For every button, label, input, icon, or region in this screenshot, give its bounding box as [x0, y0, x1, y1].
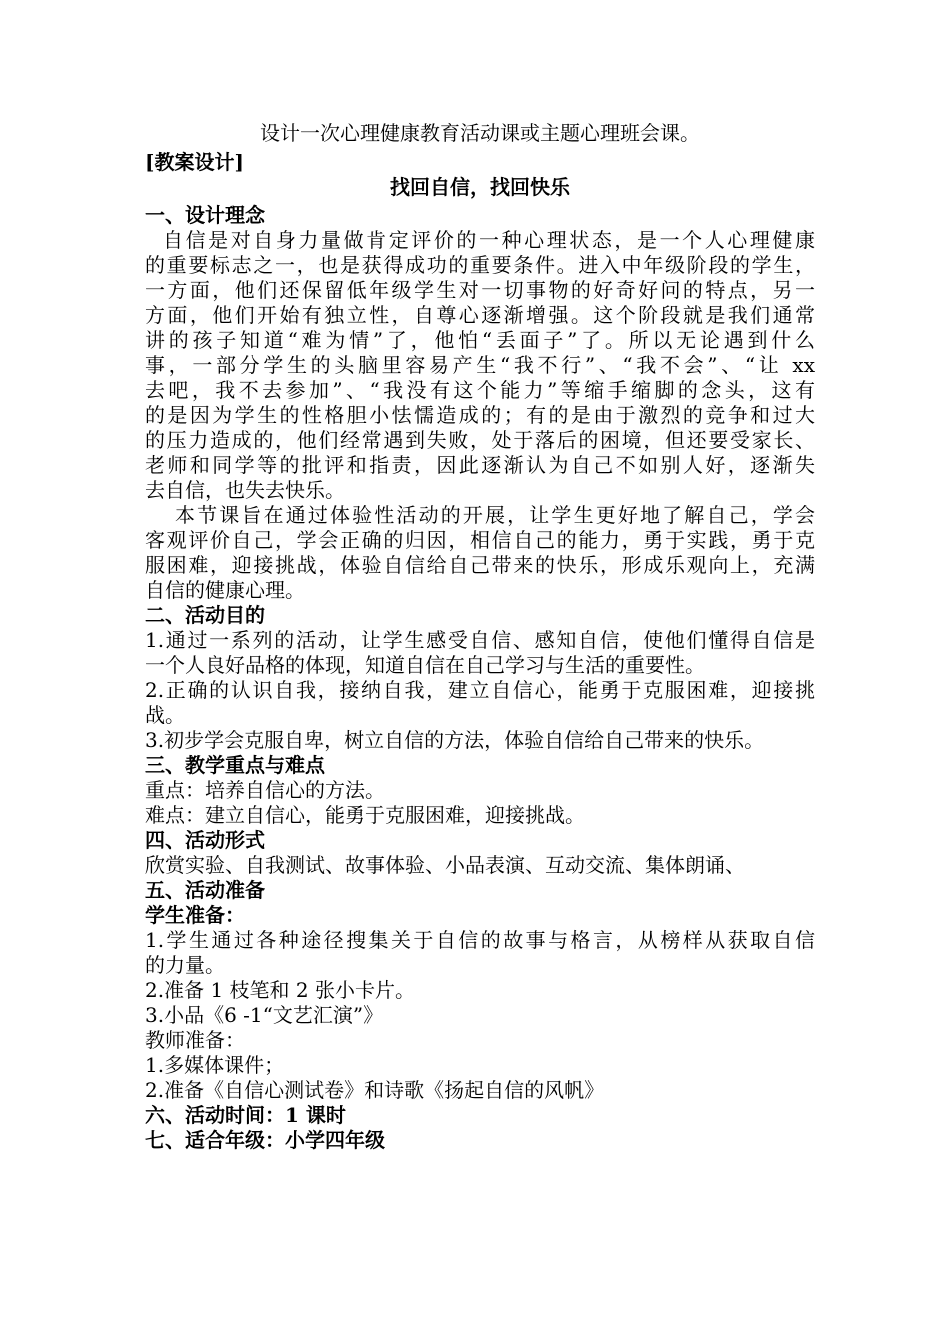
paragraph-line: 的重要标志之一，也是获得成功的重要条件。进入中年级阶段的学生， [145, 253, 815, 277]
teacher-preparation-line: 1.多媒体课件； [145, 1053, 285, 1077]
lesson-title: 找回自信，找回快乐 [390, 175, 570, 199]
paragraph-line: 讲的孩子知道“难为情”了，他怕“丢面子”了。所以无论遇到什么 [145, 328, 815, 352]
paragraph-line: 去自信，也失去快乐。 [145, 478, 345, 502]
heading-activity-time: 六、活动时间：1 课时 [145, 1103, 346, 1127]
heading-design-concept: 一、设计理念 [145, 203, 265, 227]
intro-line: 设计一次心理健康教育活动课或主题心理班会课。 [260, 121, 700, 145]
section-label: [教案设计] [145, 150, 244, 174]
paragraph-line: 自信的健康心理。 [145, 578, 305, 602]
goal-line: 3.初步学会克服自卑，树立自信的方法，体验自信给自己带来的快乐。 [145, 728, 765, 752]
goal-line: 2.正确的认识自我，接纳自我，建立自信心，能勇于克服困难，迎接挑 [145, 678, 815, 702]
paragraph-line: 去吧，我不去参加”、“我没有这个能力”等缩手缩脚的念头，这有 [145, 378, 815, 402]
paragraph-line: 事，一部分学生的头脑里容易产生“我不行”、“我不会”、“让 xx [145, 353, 815, 377]
heading-activity-forms: 四、活动形式 [145, 828, 265, 852]
difficulty-line: 难点：建立自信心，能勇于克服困难，迎接挑战。 [145, 803, 585, 827]
paragraph-line: 本节课旨在通过体验性活动的开展，让学生更好地了解自己，学会 [175, 503, 815, 527]
student-preparation-line: 1.学生通过各种途径搜集关于自信的故事与格言，从榜样从获取自信 [145, 928, 815, 952]
student-preparation-line: 3.小品《6 -1“文艺汇演”》 [145, 1003, 384, 1027]
paragraph-line: 服困难，迎接挑战，体验自信给自己带来的快乐，形成乐观向上，充满 [145, 553, 815, 577]
paragraph-line: 老师和同学等的批评和指责，因此逐渐认为自己不如别人好，逐渐失 [145, 453, 815, 477]
paragraph-line: 方面，他们开始有独立性，自尊心逐渐增强。这个阶段就是我们通常 [145, 303, 815, 327]
goal-line: 一个人良好品格的体现，知道自信在自己学习与生活的重要性。 [145, 653, 705, 677]
student-preparation-heading: 学生准备： [145, 903, 245, 927]
design-concept-paragraph-1 [145, 228, 815, 503]
heading-activity-goals: 二、活动目的 [145, 603, 265, 627]
heading-key-points: 三、教学重点与难点 [145, 753, 325, 777]
paragraph-line: 一方面，他们还保留低年级学生对一切事物的好奇好问的特点，另一 [145, 278, 815, 302]
document-page [145, 121, 815, 1153]
student-preparation-line: 2.准备 1 枝笔和 2 张小卡片。 [145, 978, 415, 1002]
paragraph-line: 客观评价自己，学会正确的归因，相信自己的能力，勇于实践，勇于克 [145, 528, 815, 552]
teacher-preparation-heading: 教师准备： [145, 1028, 245, 1052]
goal-line: 1.通过一系列的活动，让学生感受自信、感知自信，使他们懂得自信是 [145, 628, 815, 652]
goal-line: 战。 [145, 703, 185, 727]
student-preparation-line: 的力量。 [145, 953, 225, 977]
paragraph-line: 的是因为学生的性格胆小怯懦造成的；有的是由于激烈的竞争和过大 [145, 403, 815, 427]
activity-forms-line: 欣赏实验、自我测试、故事体验、小品表演、互动交流、集体朗诵、 [145, 853, 745, 877]
teacher-preparation-line: 2.准备《自信心测试卷》和诗歌《扬起自信的风帆》 [145, 1078, 605, 1102]
key-point-line: 重点：培养自信心的方法。 [145, 778, 385, 802]
paragraph-line: 的压力造成的，他们经常遇到失败，处于落后的困境，但还要受家长、 [145, 428, 815, 452]
heading-preparation: 五、活动准备 [145, 878, 265, 902]
design-concept-paragraph-2 [145, 503, 815, 603]
heading-target-grade: 七、适合年级：小学四年级 [145, 1128, 385, 1152]
paragraph-line: 自信是对自身力量做肯定评价的一种心理状态，是一个人心理健康 [163, 228, 815, 252]
